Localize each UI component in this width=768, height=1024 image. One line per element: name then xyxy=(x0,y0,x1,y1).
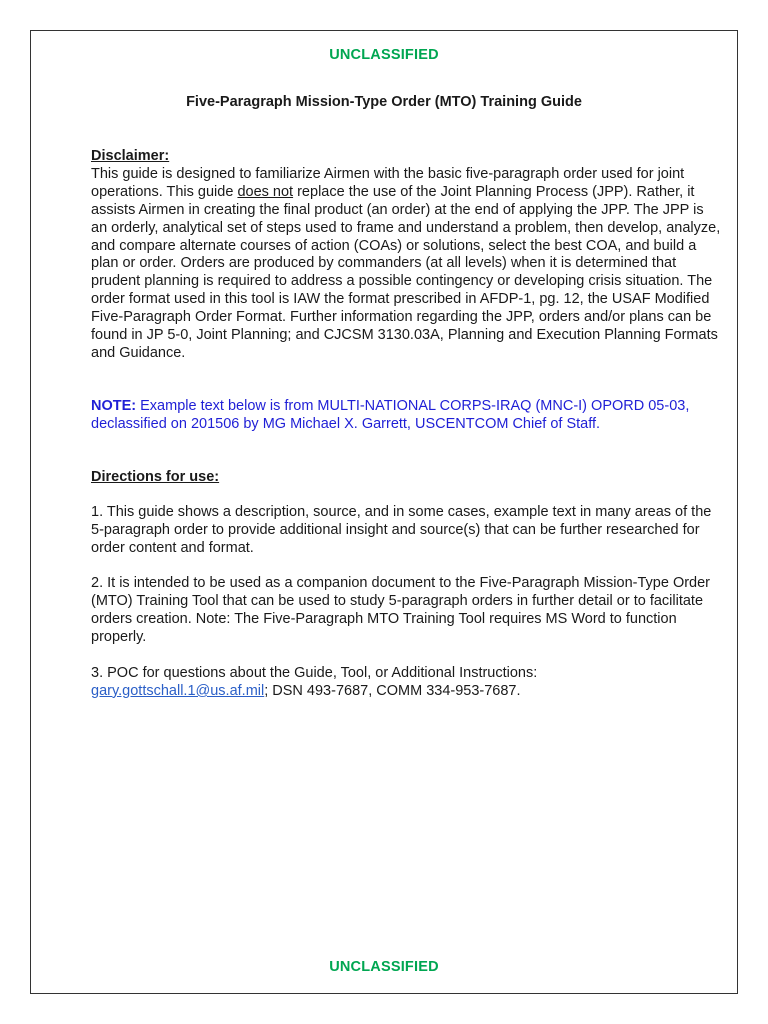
disclaimer-heading: Disclaimer: xyxy=(91,148,170,164)
note-text: Example text below is from MULTI-NATIONAL CORPS-IRAQ (MNC-I) OPORD 05-03, declassified on 201506 by MG Michael X. Garrett, USCENTCOM Chief of Staff. xyxy=(91,398,690,432)
note-label: NOTE: xyxy=(91,398,137,414)
directions-item-1: 1. This guide shows a description, source, and in some cases, example text in many areas of the 5-paragraph order to provide additional insight and source(s) that can be further researched for order content and format. xyxy=(91,504,712,556)
classification-header: UNCLASSIFIED xyxy=(329,47,439,63)
directions-item-3-text: 3. POC for questions about the Guide, Tool, or Additional Instructions: xyxy=(91,665,538,681)
directions-item-2: 2. It is intended to be used as a companion document to the Five-Paragraph Mission-Type Order (MTO) Training Tool that can be used to study 5-paragraph orders in further detail or to facilitate orders creation. Note: The Five-Paragraph MTO Training Tool requires MS Word to function properly. xyxy=(91,575,711,645)
note-section xyxy=(91,398,721,434)
disclaimer-section xyxy=(91,148,721,363)
poc-contact-numbers: ; DSN 493-7687, COMM 334-953-7687. xyxy=(264,682,521,699)
disclaimer-text-part1: This guide is designed to familiarize Airmen with the basic five-paragraph order used for joint operations. This guide xyxy=(91,165,685,200)
directions-heading xyxy=(91,469,721,487)
classification-footer: UNCLASSIFIED xyxy=(329,959,439,975)
disclaimer-emphasis: does not xyxy=(237,183,294,200)
document-title: Five-Paragraph Mission-Type Order (MTO) Training Guide xyxy=(186,94,582,110)
poc-email-link[interactable]: gary.gottschall.1@us.af.mil xyxy=(91,682,265,699)
directions-heading-text: Directions for use: xyxy=(91,469,220,485)
disclaimer-text-part2: replace the use of the Joint Planning Process (JPP). Rather, it assists Airmen in creating the final product (an order) at the end of applying the JPP. The JPP is an orderly, analytical set of steps used to frame and understand a problem, then develop, analyze, and compare alternate courses of action (COAs) or solutions, select the best COA, and build a plan or order. Orders are produced by commanders (at all levels) when it is determined that prudent planning is required to address a possible contingency or developing crisis situation. The order format used in this tool is IAW the format prescribed in AFDP-1, pg. 12, the USAF Modified Five-Paragraph Order Format. Further information regarding the JPP, orders and/or plans can be found in JP 5-0, Joint Planning; and CJCSM 3130.03A, Planning and Execution Planning Formats and Guidance. xyxy=(91,183,721,361)
directions-item-3 xyxy=(91,665,721,701)
document-page xyxy=(30,30,738,994)
